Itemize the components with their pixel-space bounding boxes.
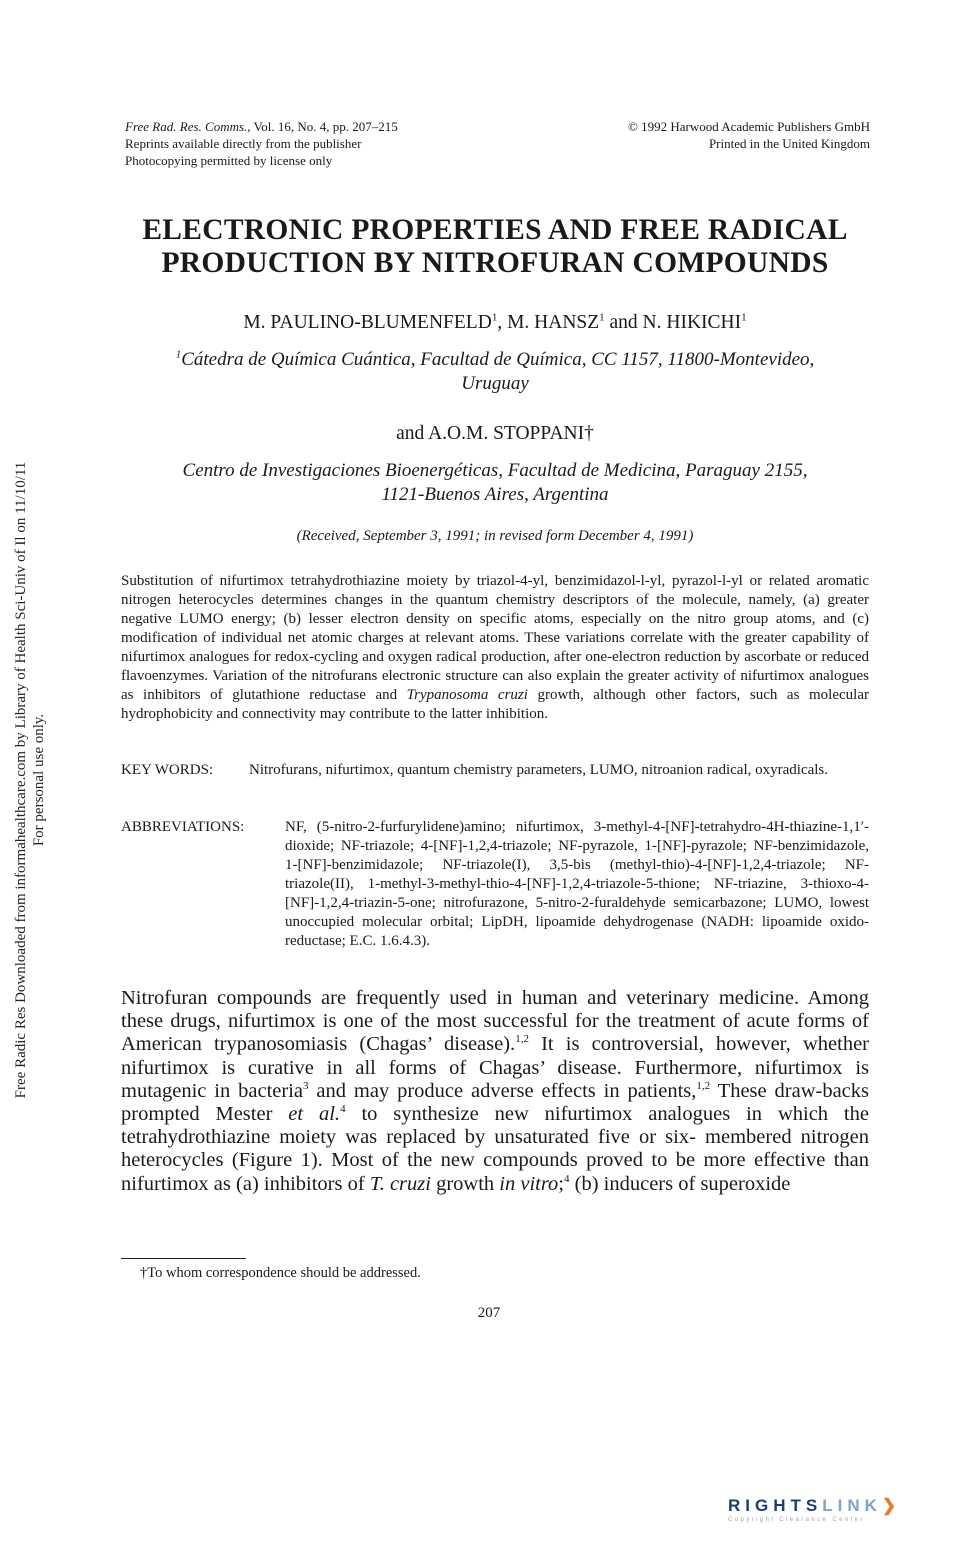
- second-author: and A.O.M. STOPPANI†: [396, 423, 594, 444]
- body-italic: et al.: [288, 1103, 341, 1126]
- keywords: [121, 761, 869, 780]
- affil2-line-2: 1121-Buenos Aires, Argentina: [381, 484, 609, 505]
- affil-marker: 1: [599, 311, 605, 324]
- affiliation-1: [120, 348, 870, 396]
- rightslink-logo[interactable]: [728, 1496, 958, 1542]
- author-1: M. PAULINO-BLUMENFELD: [243, 312, 492, 333]
- affiliation-2: [120, 459, 870, 507]
- affil-marker: 1: [175, 348, 182, 361]
- title-line-1: ELECTRONIC PROPERTIES AND FREE RADICAL: [142, 214, 848, 246]
- rightslink-arrow-icon: ❯: [881, 1496, 902, 1515]
- keywords-label: KEY WORDS:: [121, 762, 214, 778]
- body-paragraph: [121, 987, 869, 1196]
- download-notice-line-1: Free Radic Res Downloaded from informahealthcare.com by Library of Health Sci-Univ of Il on 11/10/11: [13, 461, 29, 1099]
- rightslink-link: LINK: [822, 1496, 882, 1515]
- affil2-line-1: Centro de Investigaciones Bioenergéticas, Facultad de Medicina, Paraguay 2155,: [182, 460, 808, 481]
- citation-line: [125, 118, 398, 135]
- reference-marker: 1,2: [696, 1079, 711, 1092]
- article-title: [100, 214, 890, 280]
- reference-marker: 4: [564, 1172, 570, 1185]
- affil1-line-1: [120, 348, 870, 372]
- download-notice-line-2: For personal use only.: [31, 713, 47, 847]
- body-text: and may produce adverse effects in patients,: [308, 1079, 697, 1102]
- author-list: [100, 312, 890, 334]
- keywords-text: Nitrofurans, nifurtimox, quantum chemistry parameters, LUMO, nitroanion radical, oxyradicals.: [249, 762, 829, 778]
- journal-name: Free Rad. Res. Comms.,: [125, 119, 251, 134]
- affil-marker: 1: [491, 311, 498, 324]
- abbreviations-label: ABBREVIATIONS:: [121, 819, 245, 835]
- body-text: to synthesize new nifurtimox analogues in which the tetrahydrothiazine moiety was replaced by unsaturated five or six- membered nitrogen heterocycles (Figure 1). Most of the new compounds proved to be more effective than nifurtimox as (a) inhibitors of: [121, 1103, 869, 1195]
- title-line-2: PRODUCTION BY NITROFURAN COMPOUNDS: [161, 247, 829, 279]
- body-text: growth: [430, 1172, 500, 1195]
- publisher-header: [560, 118, 870, 152]
- received-date: (Received, September 3, 1991; in revised form December 4, 1991): [296, 528, 694, 544]
- abstract-part-2: growth, although other factors, such as molecular hydrophobicity and connectivity may contribute to the latter inhibition.: [121, 687, 869, 722]
- rightslink-rights: RIGHTS: [728, 1496, 823, 1515]
- affil-marker: 1: [741, 311, 747, 324]
- affil1-line-2: Uruguay: [461, 373, 529, 394]
- download-notice: [8, 420, 52, 1140]
- footnote-divider: [121, 1258, 246, 1259]
- printed-line: Printed in the United Kingdom: [708, 136, 870, 151]
- rightslink-subtitle: Copyright Clearance Center: [728, 1517, 865, 1523]
- author-3: and N. HIKICHI: [604, 312, 742, 333]
- author-2: , M. HANSZ: [497, 312, 600, 333]
- reprints-line: Reprints available directly from the publisher: [125, 136, 362, 151]
- journal-volume: Vol. 16, No. 4, pp. 207–215: [250, 119, 398, 134]
- body-italic: in vitro: [499, 1172, 559, 1195]
- rightslink-wordmark: [728, 1496, 958, 1516]
- copyright-line: © 1992 Harwood Academic Publishers GmbH: [627, 119, 870, 134]
- affil1-text: Cátedra de Química Cuántica, Facultad de Química, CC 1157, 11800-Montevideo,: [181, 349, 815, 370]
- body-text: (b) inducers of superoxide: [569, 1172, 791, 1195]
- abbreviations-text: NF, (5-nitro-2-furfurylidene)amino; nifurtimox, 3-methyl-4-[NF]-tetrahydro-4H-thiazine-1,1′-dioxide; NF-triazole; 4-[NF]-1,2,4-triazole; NF-pyrazole, 1-[NF]-pyrazole; NF-benzimidazole, 1-[NF]-benzimidazole; NF-triazole(I), 3,5-bis (methyl-thio)-4-[NF]-1,2,4-triazole; NF-triazole(II), 1-methyl-3-methyl-thio-4-[NF]-1,2,4-triazole-5-thione; NF-triazine, 3-thioxo-4-[NF]-1,2,4-triazin-5-one; nitrofurazone, 5-nitro-2-furaldehyde semicarbazone; LUMO, lowest unoccupied molecular orbital; LipDH, lipoamide dehydrogenase (NADH: lipoamide oxido-reductase; E.C. 1.6.4.3).: [285, 819, 869, 949]
- download-notice-text: [12, 420, 48, 1140]
- journal-header: [125, 118, 398, 169]
- abstract-italic: Trypanosoma cruzi: [406, 687, 528, 703]
- photocopy-line: Photocopying permitted by license only: [125, 153, 333, 168]
- abstract-part-1: Substitution of nifurtimox tetrahydrothiazine moiety by triazol-4-yl, benzimidazol-l-yl, pyrazol-l-yl or related aromatic nitrogen heterocycles determines changes in the quantum chemistry descriptors of the molecule, namely, (a) greater negative LUMO energy; (b) lesser electron density on specific atoms, especially on the nitro group atoms, and (c) modification of individual net atomic charges at relevant atoms. These variations correlate with the greater capability of nifurtimox analogues for redox-cycling and oxygen radical production, after one-electron reduction by ascorbate or reduced flavoenzymes. Variation of the nitrofurans electronic structure can also explain the greater activity of nifurtimox analogues as inhibitors of glutathione reductase and: [121, 573, 869, 703]
- abstract: [121, 572, 869, 724]
- reference-marker: 4: [340, 1103, 346, 1116]
- body-text: ;: [558, 1172, 565, 1195]
- body-italic: T. cruzi: [369, 1172, 431, 1195]
- body-text: It is controversial, however, whether nifurtimox is curative in all forms of Chagas’ disease. Furthermore, nifurtimox is mutagenic in bacteria: [121, 1033, 869, 1102]
- reference-marker: 1,2: [515, 1033, 529, 1046]
- body-text: Nitrofuran compounds are frequently used in human and veterinary medicine. Among these drugs, nifurtimox is one of the most successful for the treatment of acute forms of American trypanosomiasis (Chagas’ disease).: [121, 987, 869, 1056]
- footnote: †To whom correspondence should be addressed.: [140, 1265, 421, 1281]
- abbreviations: [121, 818, 869, 951]
- body-text: These draw-backs prompted Mester: [121, 1079, 869, 1126]
- page-number: 207: [477, 1305, 501, 1321]
- reference-marker: 3: [303, 1079, 309, 1092]
